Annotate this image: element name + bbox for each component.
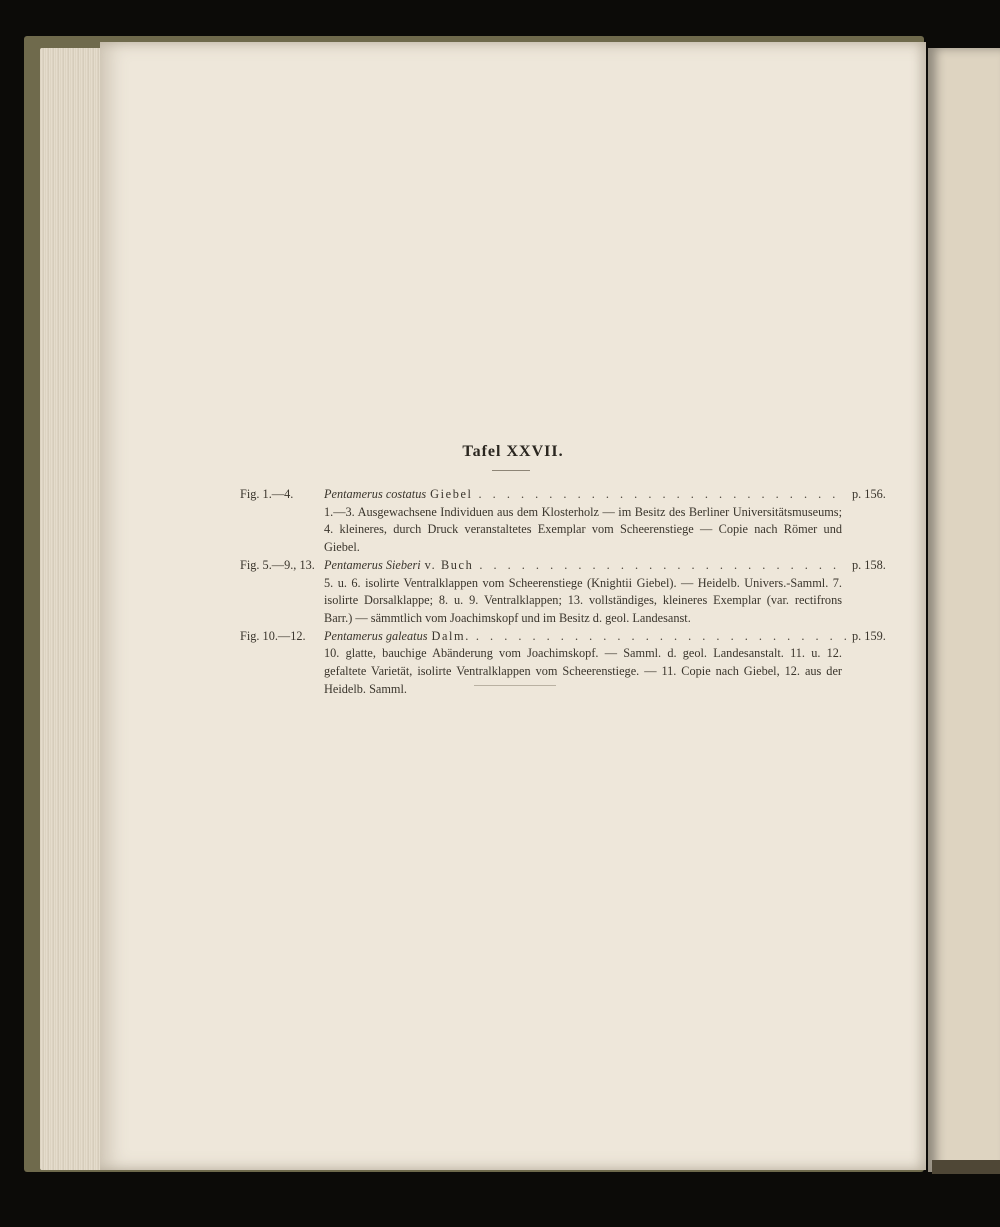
figure-number: Fig. 1.—4. — [240, 487, 294, 501]
end-rule — [474, 685, 556, 686]
page-reference: p. 159. — [852, 628, 886, 643]
leader-dots — [476, 628, 846, 646]
species-author: v. Buch — [424, 557, 474, 572]
species-epithet: galeatus — [385, 628, 428, 643]
figure-entry — [240, 486, 900, 557]
species-genus: Pentamerus — [324, 487, 383, 501]
species-name — [324, 628, 470, 646]
species-genus: Pentamerus — [324, 628, 383, 643]
species-author: Giebel — [430, 487, 473, 501]
facing-page-edge — [928, 48, 1000, 1172]
species-author: Dalm. — [431, 628, 470, 643]
page-reference: p. 158. — [852, 557, 886, 572]
page-reference: p. 156. — [852, 487, 886, 501]
figure-number: Fig. 5.—9., 13. — [240, 557, 315, 572]
species-epithet: Sieberi — [385, 557, 421, 572]
plate-title: Tafel XXVII. — [462, 443, 564, 460]
figure-number: Fig. 10.—12. — [240, 628, 306, 643]
facing-cover-edge — [932, 1160, 1000, 1174]
species-epithet: costatus — [385, 487, 427, 501]
species-genus: Pentamerus — [324, 557, 383, 572]
species-name — [324, 486, 473, 504]
figure-entry — [240, 557, 900, 628]
title-rule — [492, 470, 530, 471]
figure-description: 5. u. 6. isolirte Ventralklappen vom Scheerenstiege (Knightii Giebel). — Heidelb. Univers.-Samml. 7. isolirte Dorsalklappe; 8. u. 9. Ventralklappen; 13. vollständiges, kleineres Exemplar (var. rectifrons Barr.) — sämmtlich vom Joachimskopf und im Besitz d. geol. Landesanst. — [324, 575, 842, 625]
page-edges — [40, 48, 108, 1170]
figure-entry — [240, 628, 900, 699]
figure-description: 10. glatte, bauchige Abänderung vom Joachimskopf. — Samml. d. geol. Landesanstalt. 11. u. 12. gefaltete Varietät, isolirte Ventralklappen vom Scheerenstiege. — 11. Copie nach Giebel, 12. aus der Heidelb. Samml. — [324, 646, 842, 696]
book-page — [100, 42, 926, 1170]
species-name — [324, 557, 473, 575]
leader-dots — [479, 486, 846, 504]
leader-dots — [479, 557, 846, 575]
figure-description: 1.—3. Ausgewachsene Individuen aus dem Klosterholz — im Besitz des Berliner Universitätsmuseums; 4. kleineres, durch Druck veranstaltetes Exemplar vom Scheerenstiege — Copie nach Römer und Giebel. — [324, 504, 842, 555]
plate-legend — [240, 486, 900, 698]
